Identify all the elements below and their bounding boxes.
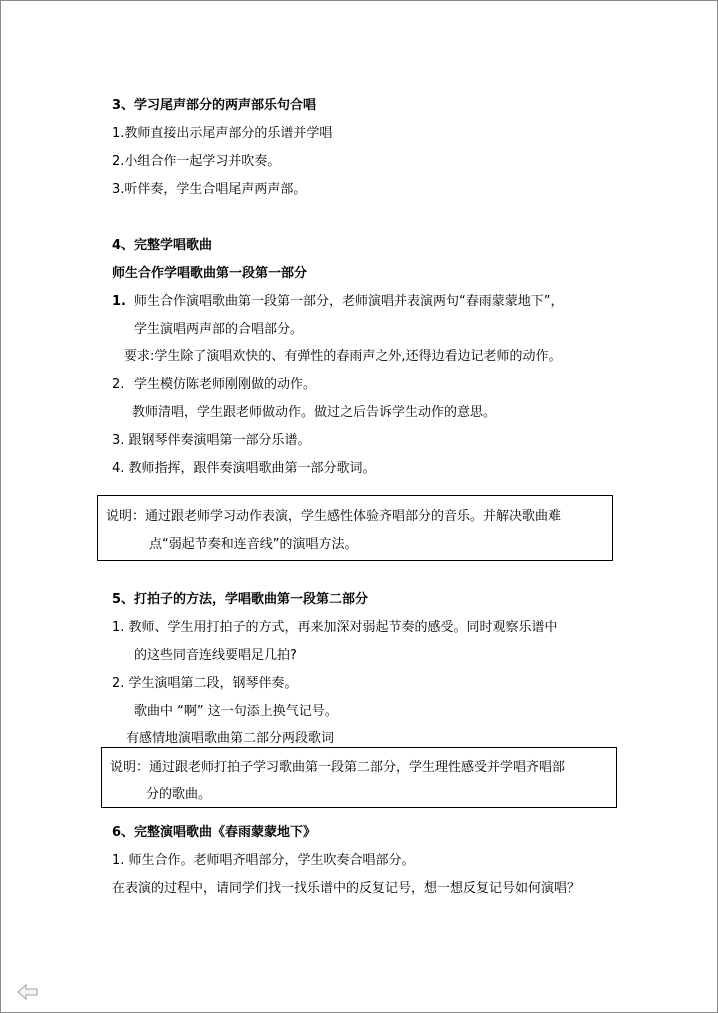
section5-item-3: 有感情地演唱歌曲第二部分两段歌词 xyxy=(126,731,335,746)
section5-heading: 5、打拍子的方法，学唱歌曲第一段第二部分 xyxy=(112,592,369,607)
back-arrow-icon[interactable] xyxy=(17,984,39,1000)
section5-item1-continuation: 的这些同音连线要唱足几拍? xyxy=(134,648,297,663)
section3-item-3: 3.听伴奏，学生合唱尾声两声部。 xyxy=(112,182,307,197)
section4-note-box xyxy=(97,495,613,561)
section4-note-line-1: 说明：通过跟老师学习动作表演，学生感性体验齐唱部分的音乐。并解决歌曲难 xyxy=(106,509,562,524)
section4-item-4: 4. 教师指挥，跟伴奏演唱歌曲第一部分歌词。 xyxy=(112,461,376,476)
section4-heading: 4、完整学唱歌曲 xyxy=(112,238,213,253)
section5-item-2: 2. 学生演唱第二段，钢琴伴奏。 xyxy=(112,676,298,691)
section4-subheading: 师生合作学唱歌曲第一段第一部分 xyxy=(112,266,308,281)
section5-note-box xyxy=(101,747,617,808)
section4-item1-continuation: 学生演唱两声部的合唱部分。 xyxy=(134,322,304,337)
section4-item1-number: 1. xyxy=(112,294,126,309)
section4-note-line-2: 点“弱起节奏和连音线”的演唱方法。 xyxy=(149,537,358,552)
section5-item-1: 1. 教师、学生用打拍子的方式，再来加深对弱起节奏的感受。同时观察乐谱中 xyxy=(112,620,558,635)
section4-requirement: 要求:学生除了演唱欢快的、有弹性的春雨声之外,还得边看边记老师的动作。 xyxy=(124,349,562,364)
section4-item-3: 3. 跟钢琴伴奏演唱第一部分乐谱。 xyxy=(112,433,311,448)
section4-item2-continuation: 教师清唱，学生跟老师做动作。做过之后告诉学生动作的意思。 xyxy=(132,405,497,420)
section4-item1-text: 师生合作演唱歌曲第一段第一部分，老师演唱并表演两句“春雨蒙蒙地下”， xyxy=(134,294,564,309)
section6-item-2: 在表演的过程中，请同学们找一找乐谱中的反复记号，想一想反复记号如何演唱？ xyxy=(112,881,581,896)
section6-item-1: 1. 师生合作。老师唱齐唱部分，学生吹奏合唱部分。 xyxy=(112,853,415,868)
section3-item-1: 1.教师直接出示尾声部分的乐谱并学唱 xyxy=(112,126,333,141)
section3-heading: 3、学习尾声部分的两声部乐句合唱 xyxy=(112,98,317,113)
section4-item2-text: 学生模仿陈老师刚刚做的动作。 xyxy=(134,377,317,392)
section3-item-2: 2.小组合作一起学习并吹奏。 xyxy=(112,154,281,169)
section5-note-line-1: 说明：通过跟老师打拍子学习歌曲第一段第二部分，学生理性感受并学唱齐唱部 xyxy=(110,760,566,775)
section6-heading: 6、完整演唱歌曲《春雨蒙蒙地下》 xyxy=(112,825,317,840)
section5-note-line-2: 分的歌曲。 xyxy=(146,787,212,802)
section5-item2-continuation: 歌曲中 “啊” 这一句添上换气记号。 xyxy=(134,704,338,719)
section4-item2-number: 2. xyxy=(112,377,125,392)
